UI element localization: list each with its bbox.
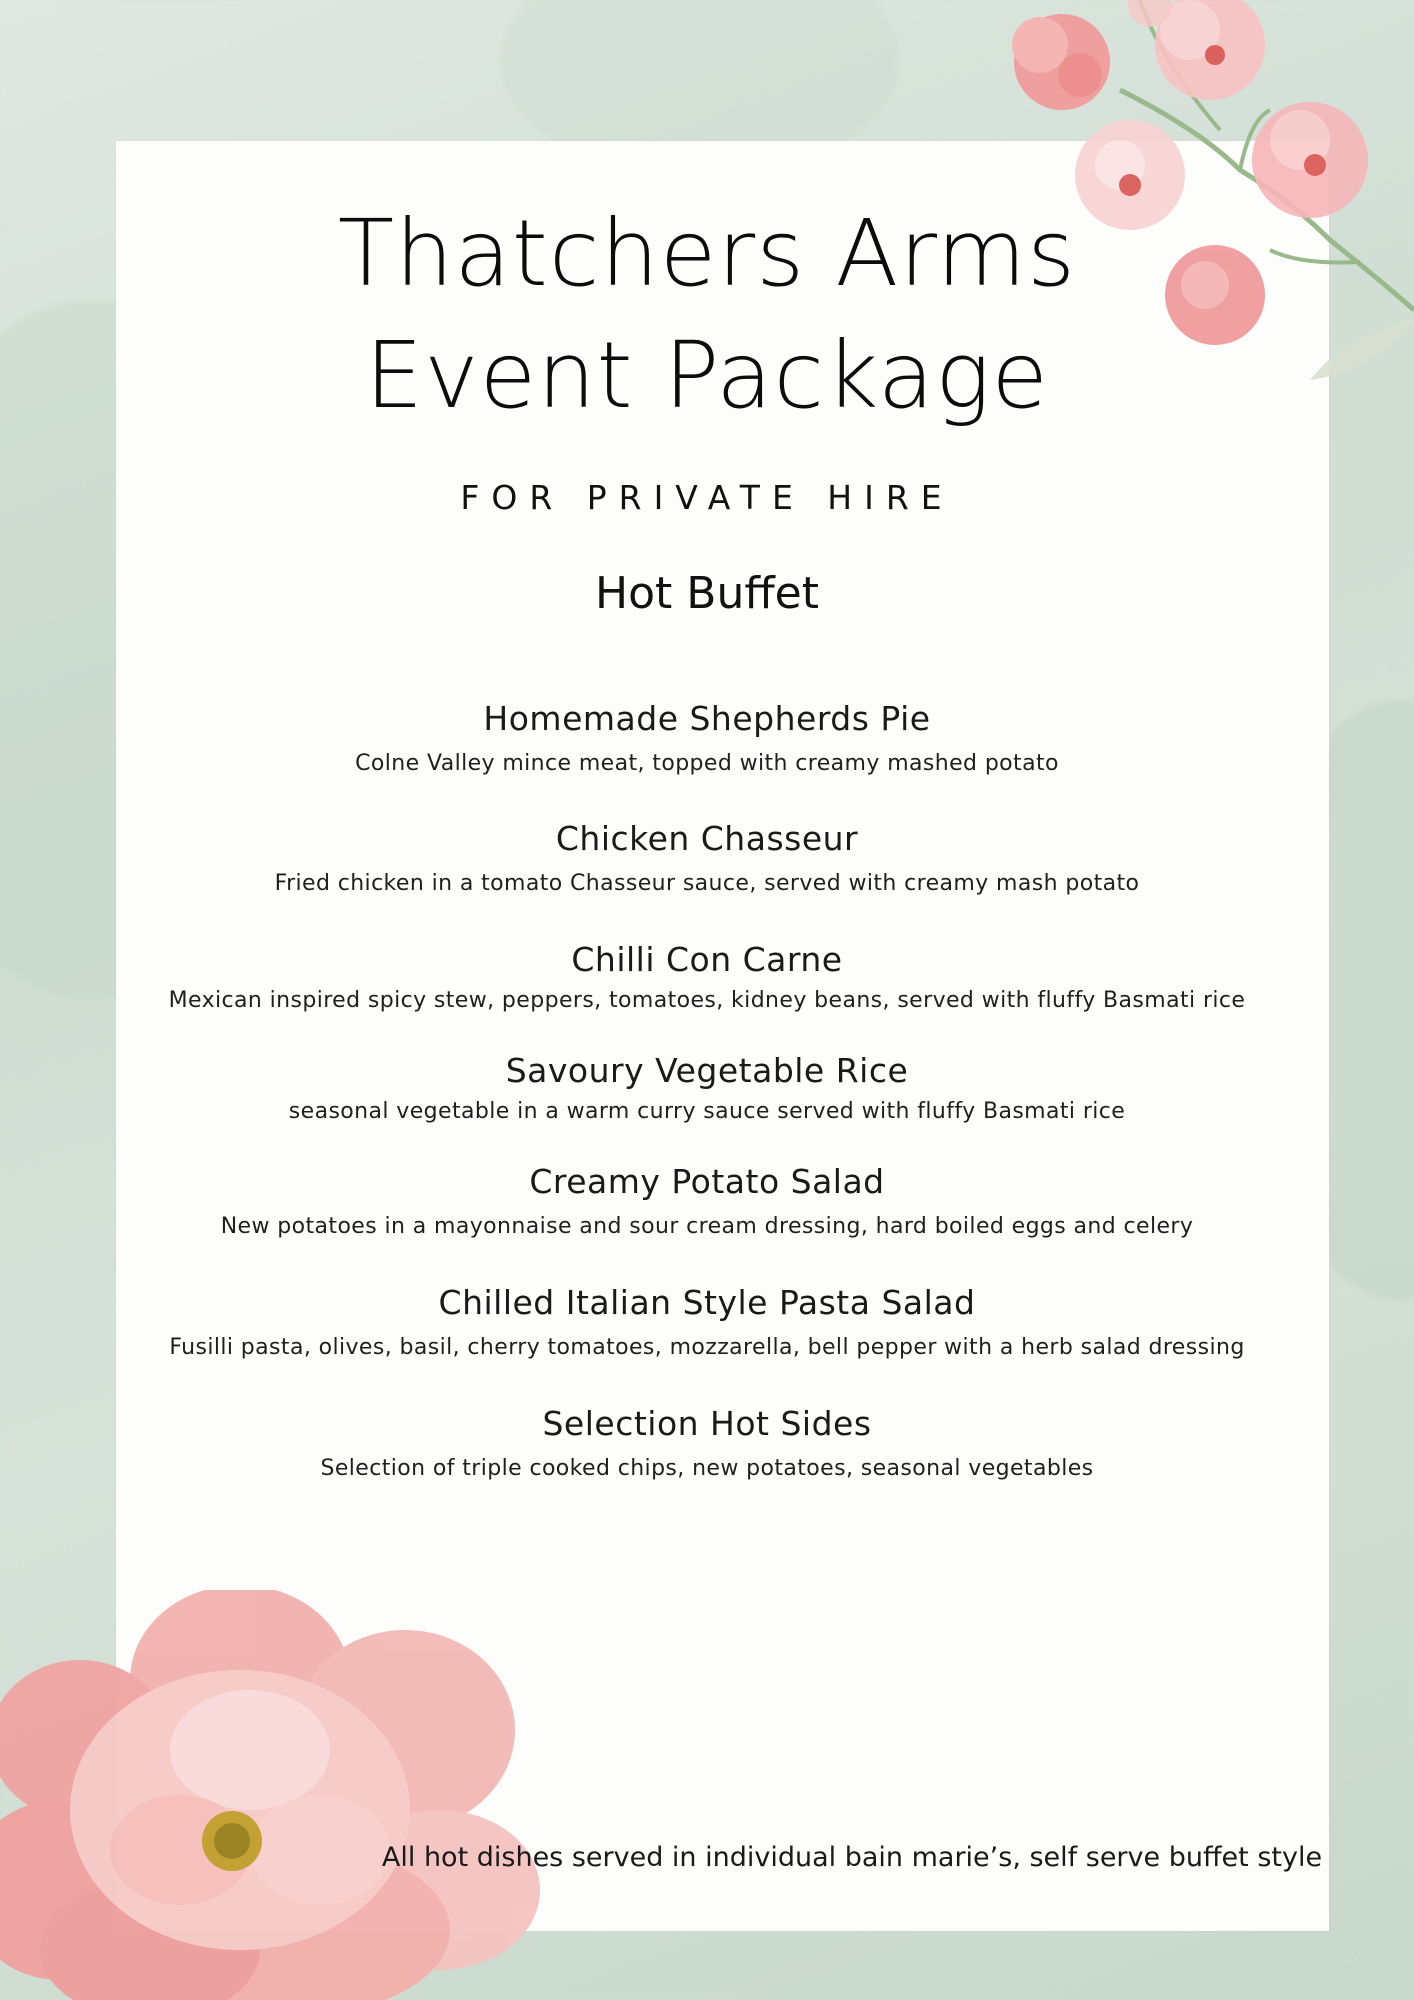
menu-item-description: Selection of triple cooked chips, new potatoes, seasonal vegetables [320, 1456, 1094, 1481]
menu-item-name: Chicken Chasseur [555, 819, 859, 858]
menu-item-name: Chilled Italian Style Pasta Salad [438, 1283, 976, 1322]
menu-item-description: Fried chicken in a tomato Chasseur sauce, served with creamy mash potato [274, 871, 1140, 896]
menu-item [0, 819, 1414, 896]
menu-item-name: Selection Hot Sides [542, 1404, 872, 1443]
menu-item [0, 940, 1414, 1013]
bottom-left-flower-icon [0, 1590, 560, 2000]
menu-item-description: seasonal vegetable in a warm curry sauce served with fluffy Basmati rice [288, 1099, 1126, 1124]
menu-item-name: Savoury Vegetable Rice [505, 1051, 909, 1090]
menu-item [0, 1404, 1414, 1481]
menu-item-description: New potatoes in a mayonnaise and sour cream dressing, hard boiled eggs and celery [220, 1214, 1194, 1239]
menu-item-name: Chilli Con Carne [571, 940, 843, 979]
menu-item [0, 699, 1414, 776]
menu-item [0, 1283, 1414, 1360]
menu-item-description: Colne Valley mince meat, topped with creamy mashed potato [355, 751, 1059, 776]
subtitle: FOR PRIVATE HIRE [460, 478, 954, 517]
menu-item-description: Mexican inspired spicy stew, peppers, tomatoes, kidney beans, served with fluffy Basmati rice [168, 988, 1246, 1013]
menu-item-description: Fusilli pasta, olives, basil, cherry tomatoes, mozzarella, bell pepper with a herb salad dressing [169, 1335, 1245, 1360]
menu-item-name: Creamy Potato Salad [529, 1162, 885, 1201]
menu-item [0, 1162, 1414, 1239]
page-title-line2: Event Package [365, 322, 1049, 429]
page-title-line1: Thatchers Arms [337, 200, 1077, 307]
menu-item [0, 1051, 1414, 1124]
menu-item-name: Homemade Shepherds Pie [483, 699, 931, 738]
section-title: Hot Buffet [595, 568, 819, 619]
footer-note: All hot dishes served in individual bain marie’s, self serve buffet style [381, 1842, 1323, 1873]
